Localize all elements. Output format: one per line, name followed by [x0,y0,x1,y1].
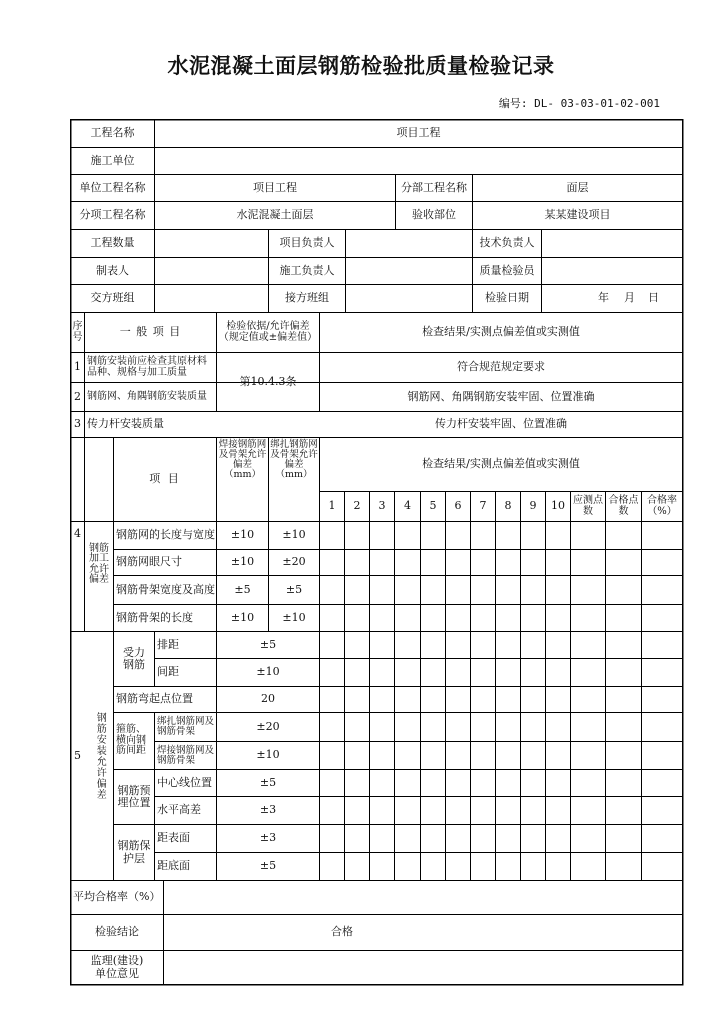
fab-row-4-tied: ±10 [282,610,306,624]
division-value[interactable]: 面层 [566,180,589,194]
fab-row-4-item: 钢筋骨架的长度 [116,610,193,624]
seq-label: 序号 [72,321,83,343]
row-spacing-label: 排距 [157,637,179,651]
row-3-item: 传力杆安装质量 [87,417,164,431]
fab-row-2-item: 钢筋网眼尺寸 [116,555,182,569]
quality-inspector-value[interactable] [542,258,682,284]
date-year-label: 年 [598,291,609,305]
level-diff-value: ±3 [259,803,277,817]
avg-pass-rate-label: 平均合格率（%） [73,890,161,904]
stirrup-spacing-label: 箍筋、横向钢筋间距 [116,724,146,757]
quantity-label: 工程数量 [90,236,135,250]
row-2-no: 2 [74,389,81,403]
project-name-label: 工程名称 [90,126,135,140]
conclusion-value[interactable]: 合格 [331,925,353,939]
row-1-result[interactable]: 符合规范规定要求 [457,360,545,374]
page-title: 水泥混凝土面层钢筋检验批质量检验记录 [167,54,555,78]
pass-rate-label: 合格率（%） [647,495,677,517]
spacing-value: ±10 [256,665,280,679]
row-4-no: 4 [74,527,81,541]
fab-row-3-item: 钢筋骨架宽度及高度 [116,582,215,596]
fab-row-1-tied: ±10 [282,528,306,542]
acceptance-part-value[interactable]: 某某建设项目 [544,208,611,222]
fabrication-item-label: 项 目 [149,472,181,486]
bend-point-label: 钢筋弯起点位置 [116,692,193,706]
receiver-team-value[interactable] [346,285,472,312]
basis-label: 检验依据/允许偏差（规定值或±偏差值） [218,321,318,343]
tabulator-value[interactable] [155,258,268,284]
bend-point-value: 20 [261,692,275,706]
fabrication-result-label: 检查结果/实测点偏差值或实测值 [422,457,580,471]
acceptance-part-label: 验收部位 [412,208,456,222]
point-9: 9 [529,499,537,513]
project-leader-label: 项目负责人 [279,236,335,250]
point-10: 10 [551,499,565,513]
general-items-label: 一 般 项 目 [119,325,182,339]
fab-row-1-welded: ±10 [230,528,255,542]
row-2-item: 钢筋网、角隅钢筋安装质量 [87,390,207,402]
tabulator-label: 制表人 [96,263,129,277]
stressed-rebar-label: 受力钢筋 [123,645,145,671]
row-5-no: 5 [74,748,81,762]
inspection-date-value[interactable] [542,285,682,312]
welded-net-value: ±10 [256,748,280,762]
supervision-opinion-value[interactable] [164,951,682,984]
fab-row-3-welded: ±5 [234,582,251,596]
division-label: 分部工程名称 [401,180,467,194]
handover-team-value[interactable] [155,285,268,312]
point-3: 3 [378,499,386,513]
fab-row-3-tied: ±5 [285,582,303,596]
row-3-no: 3 [74,417,81,431]
basis-clause: 第10.4.3条 [239,374,297,388]
receiver-team-label: 接方班组 [285,291,329,305]
spacing-label: 间距 [157,665,179,679]
to-surface-value: ±3 [259,831,277,845]
row-3-result[interactable]: 传力杆安装牢固、位置准确 [435,417,567,431]
quality-inspector-label: 质量检验员 [479,263,535,277]
point-5: 5 [429,499,437,513]
row-1-no: 1 [74,360,81,374]
construction-unit-label: 施工单位 [90,153,135,167]
welded-tolerance-label: 焊接钢筋网及骨架允许偏差（mm） [218,439,267,480]
to-surface-label: 距表面 [157,831,190,845]
row-spacing-value: ±5 [259,637,277,651]
cover-label: 钢筋保护层 [117,839,151,865]
point-8: 8 [504,499,512,513]
date-month-label: 月 [624,291,635,305]
point-4: 4 [404,499,411,513]
inspection-date-label: 检验日期 [485,291,529,305]
pass-points-label: 合格点数 [608,495,639,517]
general-result-label: 检查结果/实测点偏差值或实测值 [422,325,580,339]
fab-row-1-item: 钢筋网的长度与宽度 [116,528,215,542]
construction-leader-label: 施工负责人 [279,263,335,277]
date-day-label: 日 [648,291,659,305]
tech-leader-value[interactable] [542,230,682,257]
fabrication-group-label: 钢筋加工允许偏差 [89,542,109,585]
embedded-position-label: 钢筋预埋位置 [117,783,151,809]
should-points-label: 应测点数 [573,495,603,517]
point-6: 6 [454,499,462,513]
handover-team-label: 交方班组 [90,291,135,305]
tied-net-value: ±20 [256,719,280,733]
welded-net-label: 焊接钢筋网及钢筋骨架 [157,744,215,766]
centerline-value: ±5 [259,775,277,789]
row-2-result[interactable]: 钢筋网、角隅钢筋安装牢固、位置准确 [407,389,595,403]
unit-project-value[interactable]: 项目工程 [253,180,297,194]
tied-tolerance-label: 绑扎钢筋网及骨架允许偏差（mm） [270,439,318,480]
installation-group-label: 钢筋安装允许偏差 [94,712,106,800]
centerline-label: 中心线位置 [157,775,212,789]
avg-pass-rate-value[interactable] [164,881,682,914]
document-code: 编号: DL- 03-03-01-02-001 [498,97,660,110]
tied-net-label: 绑扎钢筋网及钢筋骨架 [157,716,215,737]
construction-unit-value[interactable] [155,148,682,174]
fab-row-2-tied: ±20 [282,555,306,569]
quantity-value[interactable] [155,230,268,257]
level-diff-label: 水平高差 [157,803,201,817]
to-bottom-label: 距底面 [157,859,190,873]
tech-leader-label: 技术负责人 [479,236,535,250]
project-leader-value[interactable] [346,230,472,257]
conclusion-label: 检验结论 [95,925,139,939]
unit-project-label: 单位工程名称 [79,180,146,194]
construction-leader-value[interactable] [346,258,472,284]
subitem-label: 分项工程名称 [79,208,146,222]
to-bottom-value: ±5 [259,859,277,873]
supervision-label: 监理(建设)单位意见 [90,954,144,980]
fab-row-2-welded: ±10 [230,555,255,569]
point-7: 7 [479,499,487,513]
point-2: 2 [353,499,361,513]
subitem-value[interactable]: 水泥混凝土面层 [236,208,314,222]
fab-row-4-welded: ±10 [230,610,255,624]
row-1-item: 钢筋安装前应检查其原材料品种、规格与加工质量 [87,356,207,378]
project-name-value[interactable]: 项目工程 [396,126,441,140]
point-1: 1 [328,499,336,513]
